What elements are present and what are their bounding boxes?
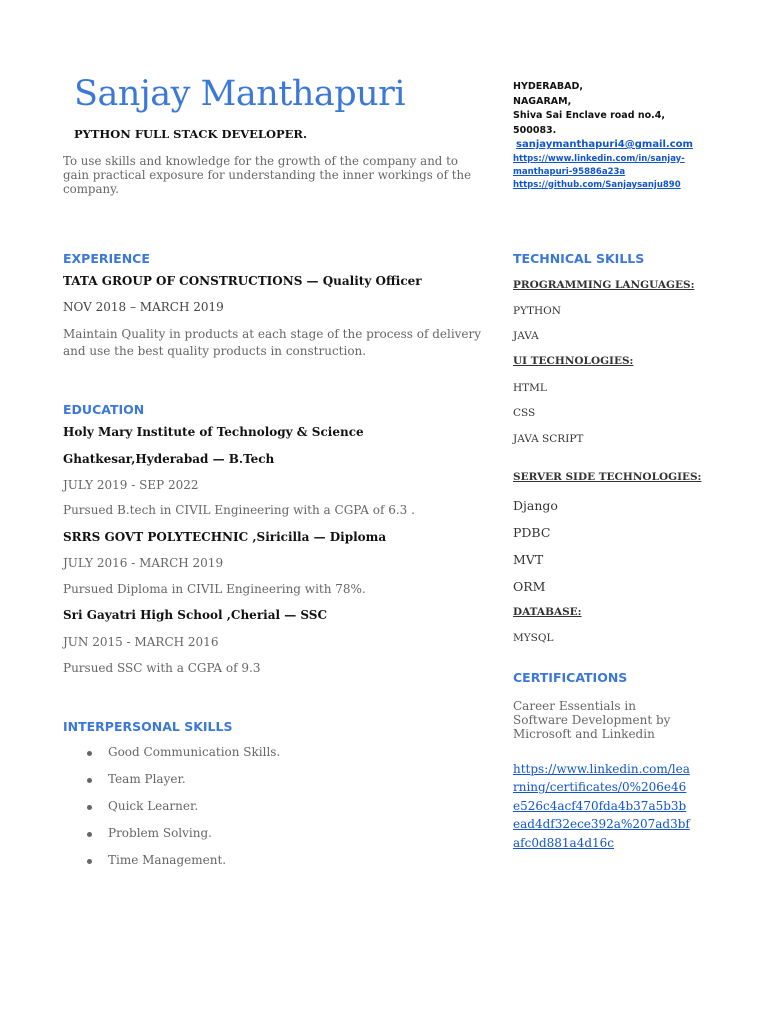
email-link[interactable]: sanjaymanthapuri4@gmail.com: [516, 139, 693, 150]
contact-block: [513, 80, 713, 192]
skill-label: Good Communication Skills.: [108, 745, 281, 759]
bullet-icon: [87, 859, 92, 864]
candidate-name: Sanjay Manthapuri: [74, 74, 406, 114]
skill-item: PYTHON: [513, 305, 561, 317]
skill-item: JAVA: [513, 330, 539, 342]
education-dates: JUN 2015 - MARCH 2016: [63, 635, 219, 649]
bullet-icon: [87, 778, 92, 783]
technical-skills-heading: TECHNICAL SKILLS: [513, 251, 645, 266]
interpersonal-heading: INTERPERSONAL SKILLS: [63, 719, 233, 734]
list-item: [85, 745, 280, 772]
skill-item: Django: [513, 498, 558, 513]
address-line: NAGARAM,: [513, 95, 572, 107]
education-description: Pursued SSC with a CGPA of 9.3: [63, 661, 261, 675]
bullet-icon: [87, 832, 92, 837]
skill-label: Problem Solving.: [108, 826, 212, 840]
database-label: DATABASE:: [513, 606, 582, 618]
linkedin-link[interactable]: https://www.linkedin.com/in/sanjay-manthapuri-95886a23a: [513, 153, 685, 177]
certification-description: Career Essentials in Software Development by Microsoft and Linkedin: [513, 699, 671, 741]
address-line: HYDERABAD,: [513, 81, 583, 92]
list-item: [85, 853, 280, 880]
skill-item: JAVA SCRIPT: [513, 433, 584, 445]
experience-company: TATA GROUP OF CONSTRUCTIONS — Quality Officer: [63, 274, 422, 288]
education-heading: EDUCATION: [63, 402, 145, 417]
education-description: Pursued B.tech in CIVIL Engineering with a CGPA of 6.3 .: [63, 503, 415, 517]
education-dates: JULY 2019 - SEP 2022: [63, 478, 199, 492]
skill-label: Quick Learner.: [108, 799, 199, 813]
job-title: PYTHON FULL STACK DEVELOPER.: [74, 127, 307, 141]
skill-item: CSS: [513, 407, 536, 419]
experience-heading: EXPERIENCE: [63, 251, 150, 266]
github-link[interactable]: https://github.com/Sanjaysanju890: [513, 179, 681, 190]
skill-item: MYSQL: [513, 632, 554, 644]
bullet-icon: [87, 751, 92, 756]
ui-technologies-label: UI TECHNOLOGIES:: [513, 355, 634, 367]
list-item: [85, 772, 280, 799]
skill-item: MVT: [513, 552, 544, 567]
education-school: Sri Gayatri High School ,Cherial — SSC: [63, 608, 328, 622]
skill-item: HTML: [513, 382, 547, 394]
list-item: [85, 826, 280, 853]
experience-dates: NOV 2018 – MARCH 2019: [63, 300, 224, 314]
skill-item: PDBC: [513, 525, 551, 540]
skill-item: ORM: [513, 579, 546, 594]
bullet-icon: [87, 805, 92, 810]
certifications-heading: CERTIFICATIONS: [513, 670, 628, 685]
list-item: [85, 799, 280, 826]
education-dates: JULY 2016 - MARCH 2019: [63, 556, 224, 570]
certificate-link[interactable]: https://www.linkedin.com/learning/certificates/0%206e46e526c4acf470fda4b37a5b3bead4df32ece392a%207ad3bfafc0d881a4d16c: [513, 762, 690, 850]
skill-label: Team Player.: [108, 772, 186, 786]
education-description: Pursued Diploma in CIVIL Engineering with 78%.: [63, 582, 366, 596]
education-school: Holy Mary Institute of Technology & Science: [63, 425, 364, 439]
experience-description: Maintain Quality in products at each stage of the process of delivery and use the best quality products in construction.: [63, 327, 482, 358]
skill-label: Time Management.: [108, 853, 227, 867]
programming-languages-label: PROGRAMMING LANGUAGES:: [513, 279, 695, 291]
education-degree: Ghatkesar,Hyderabad — B.Tech: [63, 452, 275, 466]
interpersonal-skill-list: [85, 745, 280, 880]
career-objective: To use skills and knowledge for the growth of the company and to gain practical exposure for understanding the inner workings of the company.: [63, 154, 472, 196]
address-line: 500083.: [513, 124, 557, 136]
server-side-technologies-label: SERVER SIDE TECHNOLOGIES:: [513, 471, 702, 483]
education-school: SRRS GOVT POLYTECHNIC ,Siricilla — Diploma: [63, 530, 387, 544]
address-line: Shiva Sai Enclave road no.4,: [513, 110, 665, 121]
